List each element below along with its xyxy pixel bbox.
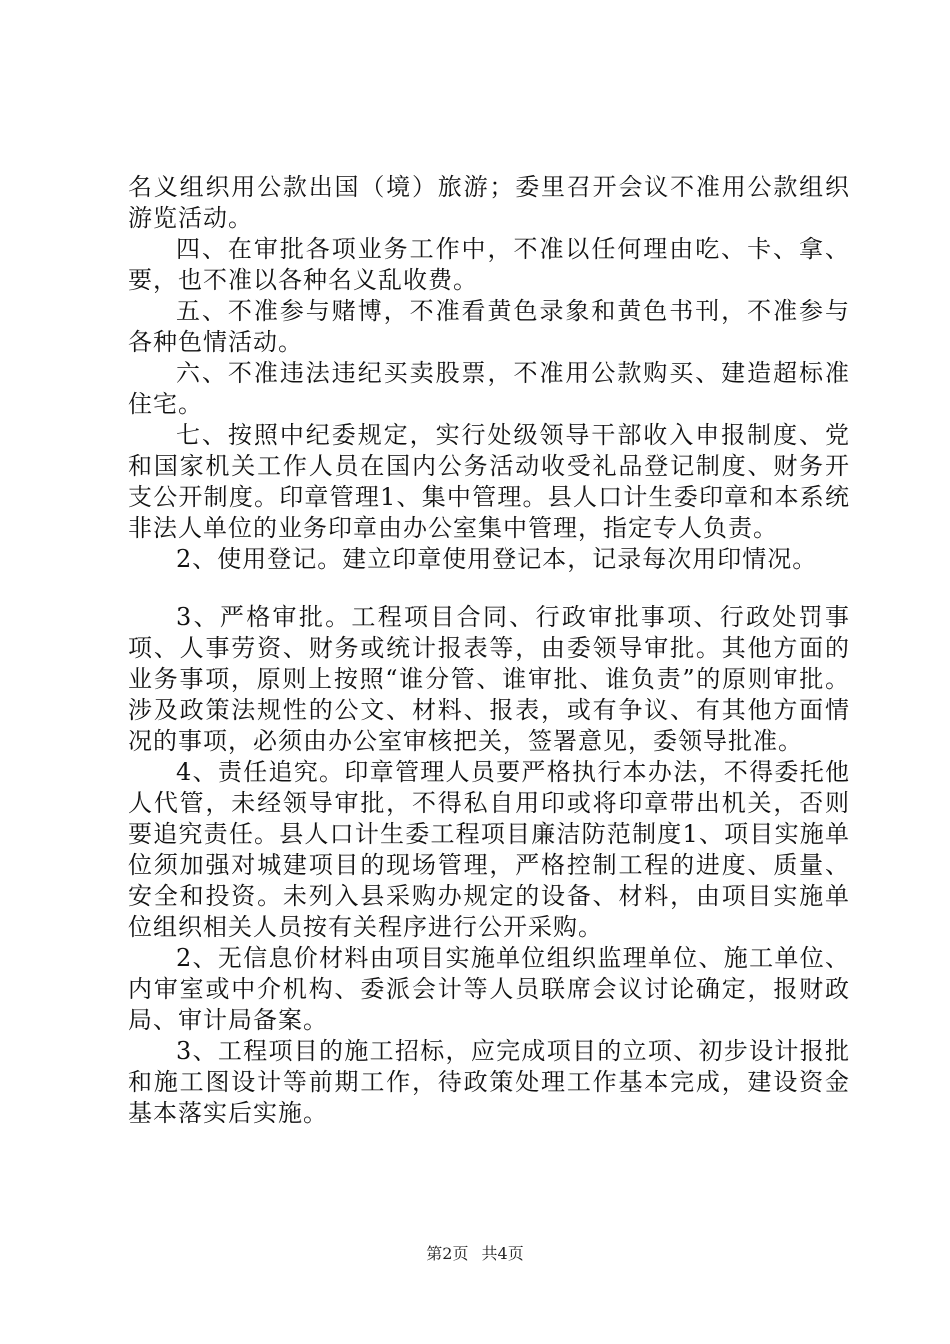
page-number: 第2页 — [426, 1244, 469, 1263]
page-total: 共4页 — [481, 1244, 524, 1263]
paragraph-8: 4、责任追究。印章管理人员要严格执行本办法，不得委托他人代管，未经领导审批，不得私自用印或将印章带出机关，否则要追究责任。县人口计生委工程项目廉洁防范制度1、项目实施单位须加强对城建项目的现场管理，严格控制工程的进度、质量、安全和投资。未列入县采购办规定的设备、材料，由项目实施单位组织相关人员按有关程序进行公开采购。 — [128, 758, 850, 941]
paragraph-1: 名义组织用公款出国（境）旅游；委里召开会议不准用公款组织游览活动。 — [128, 173, 850, 232]
document-body — [128, 172, 850, 1129]
page-footer — [0, 1244, 950, 1264]
paragraph-3: 五、不准参与赌博，不准看黄色录象和黄色书刊，不准参与各种色情活动。 — [128, 297, 850, 356]
paragraph-7: 3、严格审批。工程项目合同、行政审批事项、行政处罚事项、人事劳资、财务或统计报表等，由委领导审批。其他方面的业务事项，原则上按照“谁分管、谁审批、谁负责”的原则审批。涉及政策法规性的公文、材料、报表，或有争议、有其他方面情况的事项，必须由办公室审核把关，签署意见，委领导批准。 — [128, 603, 850, 755]
paragraph-4: 六、不准违法违纪买卖股票，不准用公款购买、建造超标准住宅。 — [128, 359, 850, 418]
paragraph-6: 2、使用登记。建立印章使用登记本，记录每次用印情况。 — [176, 545, 818, 573]
paragraph-5: 七、按照中纪委规定，实行处级领导干部收入申报制度、党和国家机关工作人员在国内公务活动收受礼品登记制度、财务开支公开制度。印章管理1、集中管理。县人口计生委印章和本系统非法人单位的业务印章由办公室集中管理，指定专人负责。 — [128, 421, 850, 542]
paragraph-9: 2、无信息价材料由项目实施单位组织监理单位、施工单位、内审室或中介机构、委派会计等人员联席会议讨论确定，报财政局、审计局备案。 — [128, 944, 850, 1034]
paragraph-2: 四、在审批各项业务工作中，不准以任何理由吃、卡、拿、要，也不准以各种名义乱收费。 — [128, 235, 850, 294]
paragraph-gap — [128, 575, 850, 602]
paragraph-10: 3、工程项目的施工招标，应完成项目的立项、初步设计报批和施工图设计等前期工作，待政策处理工作基本完成，建设资金基本落实后实施。 — [128, 1037, 850, 1127]
